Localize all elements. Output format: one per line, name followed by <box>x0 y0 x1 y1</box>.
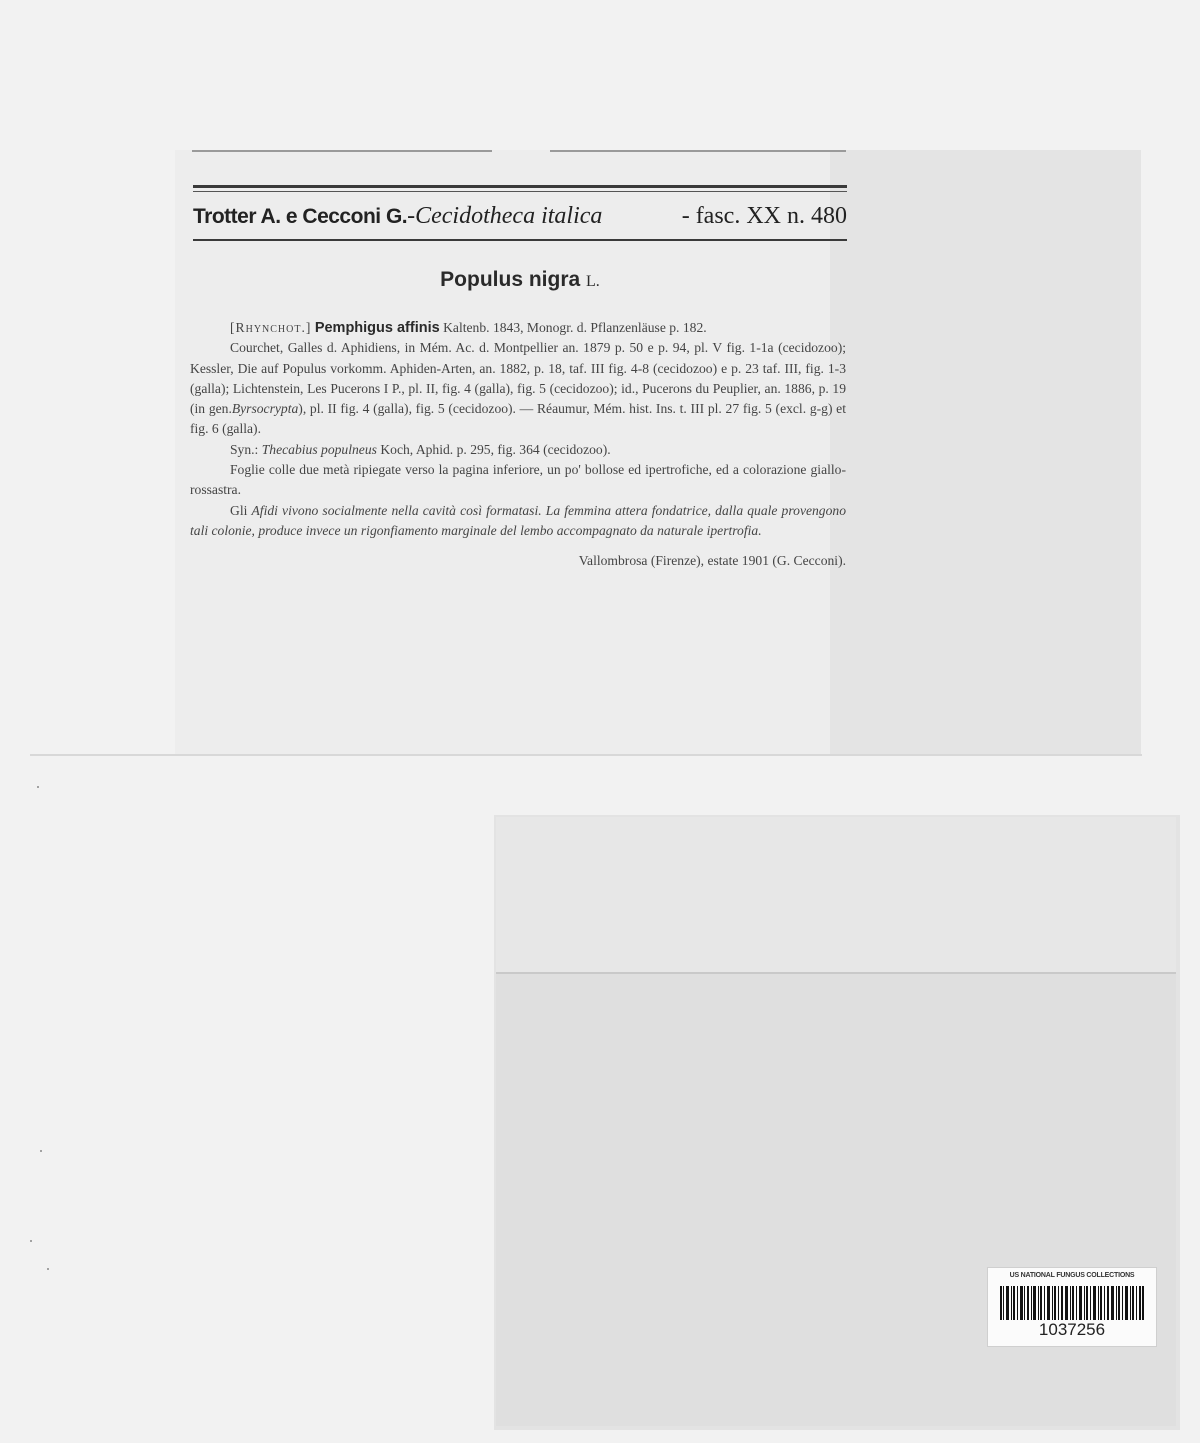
references-text: Courchet, Galles d. Aphidiens, in Mém. Ac. d. Montpellier an. 1879 p. 50 e p. 94, pl. V fig. 1-1a (cecidozoo); Kessler, Die auf Populus vorkomm. Aphiden-Arten, an. 1882, p. 18, taf. III fig. 4-8 (cecidozoo) e p. 23 taf. III, fig. 1-3 (galla); Lichtenstein, Les Pucerons I P., pl. II, fig. 4 (galla), fig. 5 (cecidozoo); id., Pucerons du Peuplier, an. 1886, p. 19 (in gen. <box>190 340 846 417</box>
label-authors: Trotter A. e Cecconi G. <box>193 205 408 228</box>
label-bottom-edge <box>30 754 1142 756</box>
sheet-speck <box>47 1268 49 1270</box>
insect-reference: Kaltenb. 1843, Monogr. d. Pflanzenläuse p. 182. <box>443 320 707 335</box>
sheet-speck <box>40 1150 42 1152</box>
envelope-flap <box>496 817 1176 974</box>
references-end: ), pl. II fig. 4 (galla), fig. 5 (cecidozoo). — Réaumur, Mém. hist. Ins. t. III pl. 27 fig. 5 (excl. g-g) et fig. 6 (galla). <box>190 401 846 437</box>
sheet-speck <box>30 1240 32 1242</box>
barcode-icon <box>1000 1286 1144 1320</box>
label-cut-line-left <box>192 150 492 152</box>
barcode-collection-name: US NATIONAL FUNGUS COLLECTIONS <box>1009 1272 1135 1279</box>
barcode-number: 1037256 <box>1038 1320 1106 1339</box>
order-name: [Rhynchot.] <box>230 320 312 335</box>
biology-lead: Gli <box>230 502 248 518</box>
header-rule-top <box>193 185 847 188</box>
label-body <box>190 318 846 572</box>
synonym-reference: Koch, Aphid. p. 295, fig. 364 (cecidozoo). <box>380 441 611 457</box>
synonym-name: Thecabius populneus <box>261 441 377 457</box>
species-author: L. <box>586 273 600 290</box>
paragraph-references <box>190 338 846 439</box>
label-header: Trotter A. e Cecconi G.-Cecidotheca italica - fasc. XX n. 480 <box>193 203 847 229</box>
insect-name: Pemphigus affinis <box>314 320 440 336</box>
label-right-panel <box>830 150 1141 756</box>
label-cut-line-right <box>550 150 846 152</box>
paragraph-insect <box>190 318 846 338</box>
label-fascicle: fasc. XX n. 480 <box>695 203 847 229</box>
species-title <box>193 268 847 292</box>
references-genus: Byrsocrypta <box>231 401 299 417</box>
barcode-sticker <box>987 1267 1157 1347</box>
paragraph-biology <box>190 501 846 542</box>
paragraph-synonym <box>190 440 846 460</box>
species-name: Populus nigra <box>440 268 581 291</box>
paragraph-description: Foglie colle due metà ripiegate verso la pagina inferiore, un po' bollose ed ipertrofiche, ed a colorazione giallo-rossastra. <box>190 462 846 498</box>
biology-text: Afidi vivono socialmente nella cavità così formatasi. La femmina attera fondatrice, dalla quale provengono tali colonie, produce invece un rigonfiamento marginale del lembo accompagnato da naturale ipertrofia. <box>190 502 846 538</box>
sheet-speck <box>37 786 39 788</box>
header-rule-thin <box>193 191 847 192</box>
header-rule-bottom <box>193 239 847 241</box>
label-work-title: Cecidotheca italica <box>415 203 603 229</box>
synonym-lead: Syn.: <box>230 441 259 457</box>
envelope-pocket <box>496 974 1176 1426</box>
collection-locality: Vallombrosa (Firenze), estate 1901 (G. Cecconi). <box>578 553 846 569</box>
